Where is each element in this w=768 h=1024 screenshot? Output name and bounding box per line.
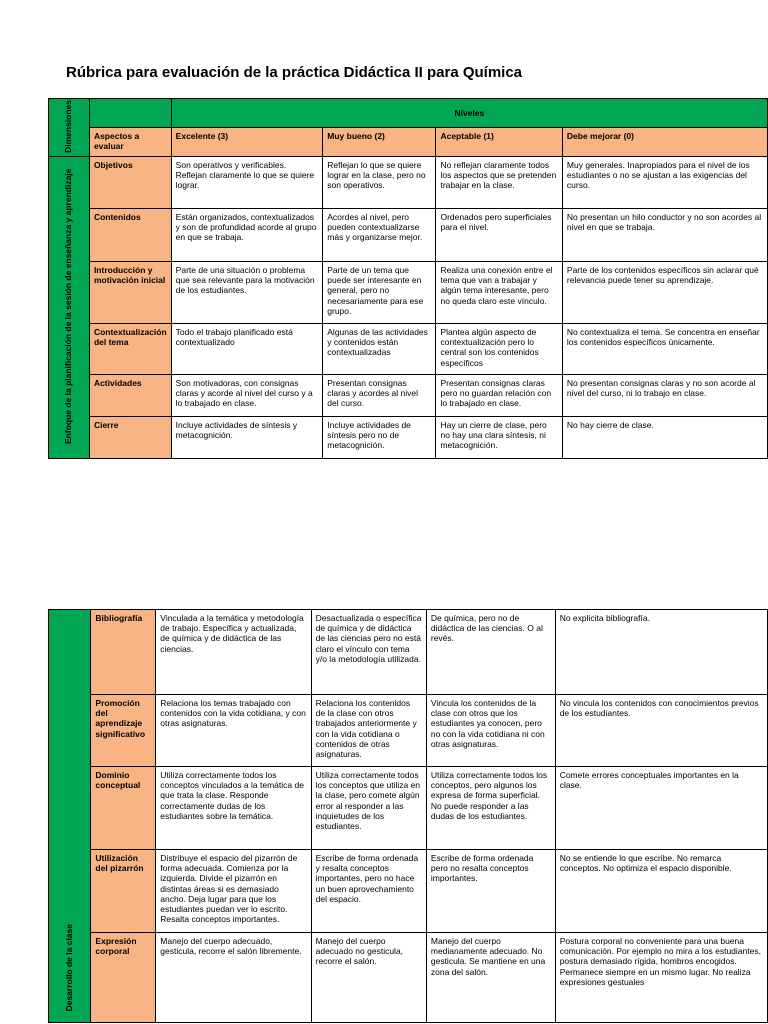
rubric-cell: No explicita bibliografía. bbox=[555, 610, 767, 695]
rubric-cell: Son motivadoras, con consignas claras y acorde al nivel del curso y a lo trabajado en clase. bbox=[171, 375, 323, 417]
rubric-cell: No vincula los contenidos con conocimientos previos de los estudiantes. bbox=[555, 695, 767, 767]
table-row bbox=[49, 933, 768, 1023]
rubric-cell: Comete errores conceptuales importantes en la clase. bbox=[555, 767, 767, 850]
aspect-label: Cierre bbox=[89, 417, 171, 459]
rubric-cell: No se entiende lo que escribe. No remarca conceptos. No optimiza el espacio disponible. bbox=[555, 850, 767, 933]
table-row bbox=[49, 324, 768, 375]
blank-header-cell bbox=[89, 99, 171, 128]
level-header-muy-bueno: Muy bueno (2) bbox=[323, 128, 436, 157]
table-row bbox=[49, 850, 768, 933]
rubric-cell: Vincula los contenidos de la clase con otros que los estudiantes ya conocen, pero no con la vida cotidiana ni con otras asignaturas. bbox=[426, 695, 555, 767]
rubric-cell: Utiliza correctamente todos los conceptos vinculados a la temática de que trata la clase. Responde correctamente dudas de los estudiantes sobre la temática. bbox=[156, 767, 311, 850]
rubric-cell: Todo el trabajo planificado está contextualizado bbox=[171, 324, 323, 375]
aspect-label: Contenidos bbox=[89, 209, 171, 262]
aspect-label: Introducción y motivación inicial bbox=[89, 262, 171, 324]
rubric-cell: Están organizados, contextualizados y son de profundidad acorde al grupo en que se trabaja. bbox=[171, 209, 323, 262]
rubric-cell: Parte de los contenidos específicos sin aclarar qué relevancia puede tener su aprendizaje. bbox=[562, 262, 767, 324]
table-row bbox=[49, 375, 768, 417]
table-row bbox=[49, 695, 768, 767]
rubric-cell: Escribe de forma ordenada y resalta conceptos importantes, pero no hace un buen aprovechamiento del espacio. bbox=[311, 850, 426, 933]
dimension-header: Dimensiones bbox=[49, 99, 90, 157]
table-row bbox=[49, 262, 768, 324]
rubric-cell: Relaciona los contenidos de la clase con otros trabajados anteriormente y con la vida cotidiana o contenidos de otras asignaturas. bbox=[311, 695, 426, 767]
niveles-header: Niveles bbox=[171, 99, 767, 128]
rubric-cell: Desactualizada o específica de química y de didáctica de las ciencias pero no está claro el vínculo con tema y/o la metodología utilizada. bbox=[311, 610, 426, 695]
level-header-aceptable: Aceptable (1) bbox=[436, 128, 562, 157]
rubric-cell: Escribe de forma ordenada pero no resalta conceptos importantes. bbox=[426, 850, 555, 933]
level-header-debe-mejorar: Debe mejorar (0) bbox=[562, 128, 767, 157]
rubric-cell: Vinculada a la temática y metodología de trabajo. Específica y actualizada, de química y de didáctica de las ciencias. bbox=[156, 610, 311, 695]
aspect-column-header: Aspectos a evaluar bbox=[89, 128, 171, 157]
rubric-cell: Muy generales. Inapropiados para el nivel de los estudiantes o no se ajustan a las exigencias del curso. bbox=[562, 157, 767, 209]
rubric-cell: Acordes al nivel, pero pueden contextualizarse más y organizarse mejor. bbox=[323, 209, 436, 262]
rubric-cell: Presentan consignas claras pero no guardan relación con lo trabajado en clase. bbox=[436, 375, 562, 417]
table-row bbox=[49, 157, 768, 209]
aspect-label: Objetivos bbox=[89, 157, 171, 209]
table-row bbox=[49, 767, 768, 850]
rubric-cell: Distribuye el espacio del pizarrón de forma adecuada. Comienza por la izquierda. Divide el pizarrón en distintas áreas si es demasiado ancho. Deja lugar para que los estudiantes puedan ver lo escrito. Resalta conceptos importantes. bbox=[156, 850, 311, 933]
aspect-label: Actividades bbox=[89, 375, 171, 417]
rubric-cell: Son operativos y verificables. Reflejan claramente lo que se quiere lograr. bbox=[171, 157, 323, 209]
rubric-cell: Parte de un tema que puede ser interesante en general, pero no necesariamente para ese grupo. bbox=[323, 262, 436, 324]
rubric-cell: No reflejan claramente todos los aspectos que se pretenden trabajar en la clase. bbox=[436, 157, 562, 209]
rubric-cell: Plantea algún aspecto de contextualización pero lo central son los contenidos específicos bbox=[436, 324, 562, 375]
aspect-label: Bibliografía bbox=[91, 610, 156, 695]
rubric-cell: Incluye actividades de síntesis pero no de metacognición. bbox=[323, 417, 436, 459]
rubric-cell: Utiliza correctamente todos los conceptos, pero algunos los expresa de forma superficial. No puede responder a las dudas de los estudiantes. bbox=[426, 767, 555, 850]
aspect-label: Expresión corporal bbox=[91, 933, 156, 1023]
rubric-cell: Incluye actividades de síntesis y metacognición. bbox=[171, 417, 323, 459]
rubric-cell: Hay un cierre de clase, pero no hay una clara síntesis, ni metacognición. bbox=[436, 417, 562, 459]
page-title: Rúbrica para evaluación de la práctica Didáctica II para Química bbox=[66, 64, 523, 81]
rubric-cell: Relaciona los temas trabajado con contenidos con la vida cotidiana, y con otras asignaturas. bbox=[156, 695, 311, 767]
rubric-cell: No presentan consignas claras y no son acorde al nivel del curso, ni lo trabajo en clase. bbox=[562, 375, 767, 417]
level-header-excelente: Excelente (3) bbox=[171, 128, 323, 157]
aspect-label: Utilización del pizarrón bbox=[91, 850, 156, 933]
rubric-cell: No hay cierre de clase. bbox=[562, 417, 767, 459]
group-label-desarrollo: Desarrollo de la clase bbox=[49, 610, 91, 1023]
table-row bbox=[49, 610, 768, 695]
rubric-cell: Realiza una conexión entre el tema que van a trabajar y algún tema interesante, pero no queda claro este vínculo. bbox=[436, 262, 562, 324]
rubric-cell: Ordenados pero superficiales para el nivel. bbox=[436, 209, 562, 262]
aspect-label: Contextualización del tema bbox=[89, 324, 171, 375]
table-row bbox=[49, 417, 768, 459]
rubric-cell: Postura corporal no conveniente para una buena comunicación. Por ejemplo no mira a los estudiantes, postura demasiado rígida, hombros encogidos. Permanece siempre en un mismo lugar. No realiza expresiones gestuales bbox=[555, 933, 767, 1023]
table-row bbox=[49, 209, 768, 262]
aspect-label: Promoción del aprendizaje significativo bbox=[91, 695, 156, 767]
rubric-cell: Manejo del cuerpo adecuado no gesticula, recorre el salón. bbox=[311, 933, 426, 1023]
rubric-cell: Reflejan lo que se quiere lograr en la clase, pero no son operativos. bbox=[323, 157, 436, 209]
group-label-planificacion: Enfoque de la planificación de la sesión de enseñanza y aprendizaje bbox=[49, 157, 90, 459]
rubric-cell: Manejo del cuerpo medianamente adecuado. No gesticula. Se mantiene en una zona del salón. bbox=[426, 933, 555, 1023]
aspect-label: Dominio conceptual bbox=[91, 767, 156, 850]
rubric-table-class-development bbox=[48, 609, 768, 1023]
rubric-cell: Utiliza correctamente todos los conceptos que utiliza en la clase, pero comete algún error al responder a las inquietudes de los estudiantes. bbox=[311, 767, 426, 850]
rubric-cell: No presentan un hilo conductor y no son acordes al nivel en que se trabaja. bbox=[562, 209, 767, 262]
rubric-cell: Algunas de las actividades y contenidos están contextualizadas bbox=[323, 324, 436, 375]
rubric-cell: Parte de una situación o problema que sea relevante para la motivación de los estudiantes. bbox=[171, 262, 323, 324]
rubric-cell: Presentan consignas claras y acordes al nivel del curso. bbox=[323, 375, 436, 417]
rubric-cell: De química, pero no de didáctica de las ciencias. O al revés. bbox=[426, 610, 555, 695]
rubric-cell: No contextualiza el tema. Se concentra en enseñar los contenidos específicos únicamente. bbox=[562, 324, 767, 375]
rubric-cell: Manejo del cuerpo adecuado, gesticula, recorre el salón libremente. bbox=[156, 933, 311, 1023]
rubric-table-planning bbox=[48, 98, 768, 459]
